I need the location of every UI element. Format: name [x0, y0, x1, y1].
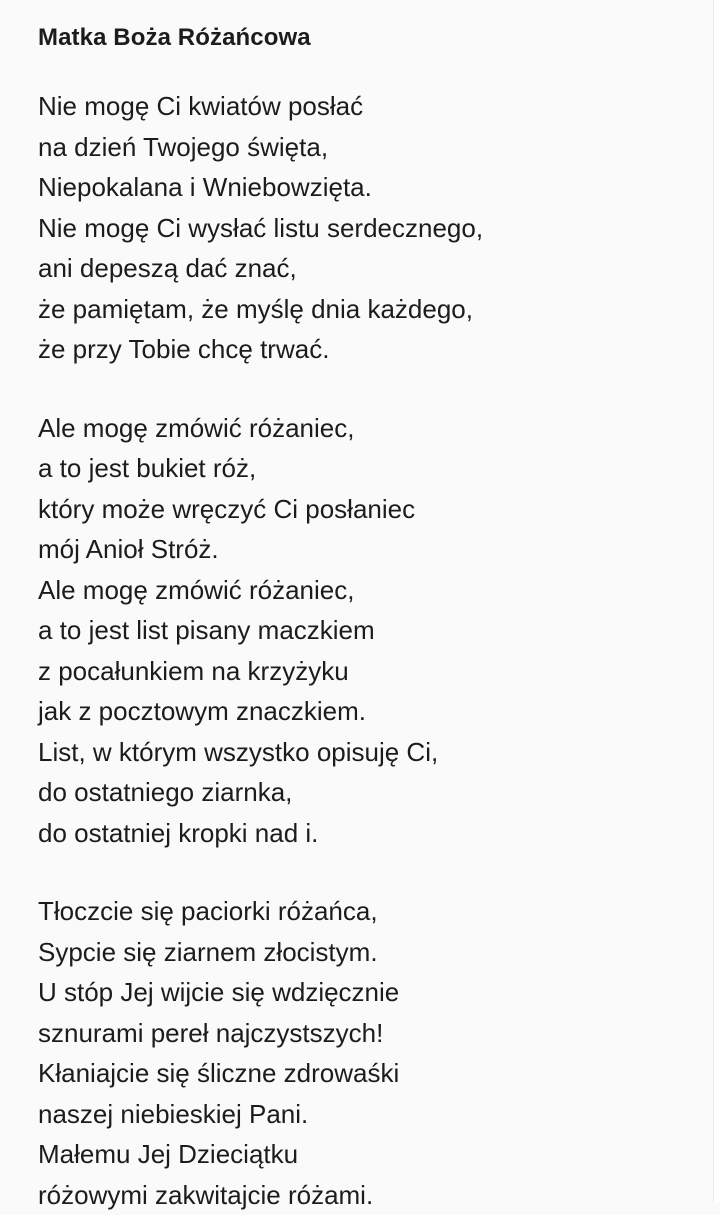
- poem-line: na dzień Twojego święta,: [38, 127, 698, 168]
- stanza-3: [38, 891, 698, 1215]
- right-edge-divider: [713, 0, 720, 1202]
- poem-line: Małemu Jej Dzieciątku: [38, 1134, 698, 1175]
- poem-line: różowymi zakwitajcie różami.: [38, 1175, 698, 1215]
- poem-title: Matka Boża Różańcowa: [38, 22, 698, 54]
- poem-line: do ostatniej kropki nad i.: [38, 813, 698, 854]
- poem-line: U stóp Jej wijcie się wdzięcznie: [38, 972, 698, 1013]
- poem-line: naszej niebieskiej Pani.: [38, 1094, 698, 1135]
- poem-line: List, w którym wszystko opisuję Ci,: [38, 732, 698, 773]
- poem-line: Kłaniajcie się śliczne zdrowaśki: [38, 1053, 698, 1094]
- poem-line: Ale mogę zmówić różaniec,: [38, 570, 698, 611]
- stanza-2: [38, 408, 698, 854]
- poem-line: który może wręczyć Ci posłaniec: [38, 489, 698, 530]
- poem-line: a to jest bukiet róż,: [38, 448, 698, 489]
- poem-line: do ostatniego ziarnka,: [38, 772, 698, 813]
- poem-line: że pamiętam, że myślę dnia każdego,: [38, 289, 698, 330]
- poem-document: [38, 22, 698, 1215]
- poem-line: ani depeszą dać znać,: [38, 248, 698, 289]
- poem-line: Ale mogę zmówić różaniec,: [38, 408, 698, 449]
- poem-line: Nie mogę Ci kwiatów posłać: [38, 86, 698, 127]
- poem-line: Sypcie się ziarnem złocistym.: [38, 932, 698, 973]
- poem-line: że przy Tobie chcę trwać.: [38, 329, 698, 370]
- poem-line: jak z pocztowym znaczkiem.: [38, 691, 698, 732]
- poem-line: Niepokalana i Wniebowzięta.: [38, 167, 698, 208]
- poem-line: a to jest list pisany maczkiem: [38, 610, 698, 651]
- poem-line: z pocałunkiem na krzyżyku: [38, 651, 698, 692]
- poem-line: mój Anioł Stróż.: [38, 529, 698, 570]
- poem-line: Tłoczcie się paciorki różańca,: [38, 891, 698, 932]
- stanza-1: [38, 86, 698, 370]
- poem-line: sznurami pereł najczystszych!: [38, 1013, 698, 1054]
- poem-line: Nie mogę Ci wysłać listu serdecznego,: [38, 208, 698, 249]
